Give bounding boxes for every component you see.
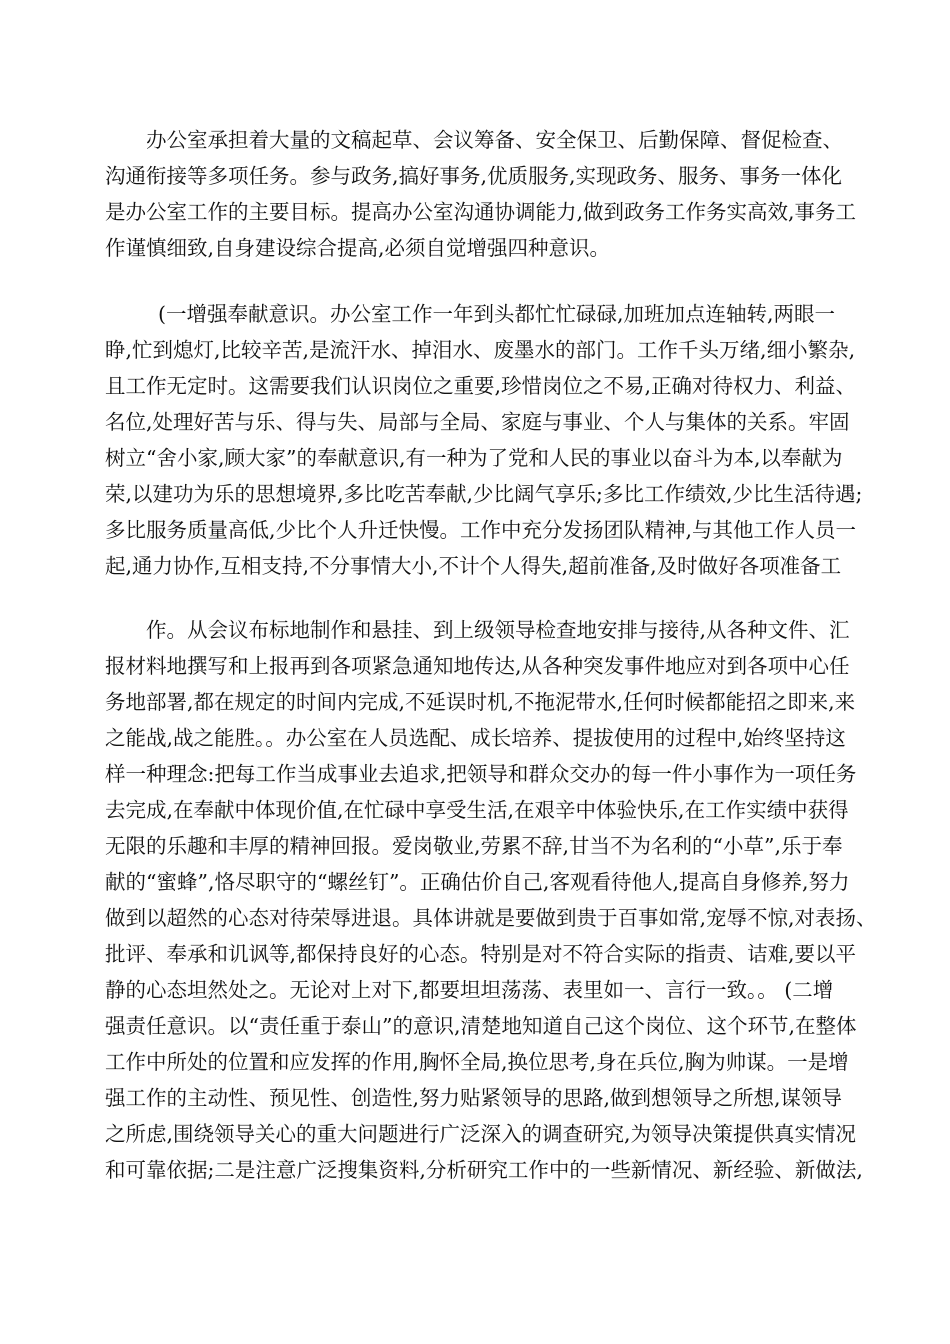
text-line: 无限的乐趣和丰厚的精神回报。爱岗敬业,劳累不辞,甘当不为名利的“小草”,乐于奉 [105, 834, 843, 858]
text-line: 样一种理念:把每工作当成事业去追求,把领导和群众交办的每一件小事作为一项任务 [105, 762, 857, 786]
text-line: 报材料地撰写和上报再到各项紧急通知地传达,从各种突发事件地应对到各项中心任 [105, 654, 850, 678]
text-line: 作谨慎细致,自身建设综合提高,必须自觉增强四种意识。 [105, 236, 611, 260]
text-line: 名位,处理好苦与乐、得与失、局部与全局、家庭与事业、个人与集体的关系。牢固 [105, 410, 850, 434]
text-line: 批评、奉承和讥讽等,都保持良好的心态。特别是对不符合实际的指责、诘难,要以平 [105, 942, 857, 966]
text-line: 之所虑,围绕领导关心的重大问题进行广泛深入的调查研究,为领导决策提供真实情况 [105, 1122, 857, 1146]
text-line: 且工作无定时。这需要我们认识岗位之重要,珍惜岗位之不易,正确对待权力、利益、 [105, 374, 857, 398]
text-line: 强责任意识。以“责任重于泰山”的意识,清楚地知道自己这个岗位、这个环节,在整体 [105, 1014, 857, 1038]
text-line: 睁,忙到熄灯,比较辛苦,是流汗水、掉泪水、废墨水的部门。工作千头万绪,细小繁杂, [105, 338, 856, 362]
text-line: 做到以超然的心态对待荣辱进退。具体讲就是要做到贵于百事如常,宠辱不惊,对表扬、 [105, 906, 877, 930]
text-line: 和可靠依据;二是注意广泛搜集资料,分析研究工作中的一些新情况、新经验、新做法, [105, 1158, 863, 1182]
text-line: 之能战,战之能胜。。办公室在人员选配、成长培养、提拔使用的过程中,始终坚持这 [105, 726, 846, 750]
paragraph-continuation [105, 612, 877, 1188]
text-line: 是办公室工作的主要目标。提高办公室沟通协调能力,做到政务工作务实高效,事务工 [105, 200, 857, 224]
text-line: 静的心态坦然处之。无论对上对下,都要坦坦荡荡、表里如一、言行一致。。 (二增 [105, 978, 834, 1002]
text-line: 办公室承担着大量的文稿起草、会议筹备、安全保卫、后勤保障、督促检查、 [146, 128, 843, 152]
text-line: 树立“舍小家,顾大家”的奉献意识,有一种为了党和人民的事业以奋斗为本,以奉献为 [105, 446, 843, 470]
text-line: 沟通衔接等多项任务。参与政务,搞好事务,优质服务,实现政务、服务、事务一体化 [105, 164, 843, 188]
text-line: 强工作的主动性、预见性、创造性,努力贴紧领导的思路,做到想领导之所想,谋领导 [105, 1086, 843, 1110]
text-line: 荣,以建功为乐的思想境界,多比吃苦奉献,少比阔气享乐;多比工作绩效,少比生活待遇; [105, 482, 863, 506]
text-line: 起,通力协作,互相支持,不分事情大小,不计个人得失,超前准备,及时做好各项准备工 [105, 554, 842, 578]
paragraph-intro [105, 122, 855, 266]
text-line: 作。从会议布标地制作和悬挂、到上级领导检查地安排与接待,从各种文件、汇 [146, 618, 850, 642]
text-line: 多比服务质量高低,少比个人升迁快慢。工作中充分发扬团队精神,与其他工作人员一 [105, 518, 857, 542]
text-line: 去完成,在奉献中体现价值,在忙碌中享受生活,在艰辛中体验快乐,在工作实绩中获得 [105, 798, 849, 822]
text-line: 献的“蜜蜂”,恪尽职守的“螺丝钉”。正确估价自己,客观看待他人,提高自身修养,努力 [105, 870, 850, 894]
text-line: 务地部署,都在规定的时间内完成,不延误时机,不拖泥带水,任何时候都能招之即来,来 [105, 690, 856, 714]
text-line: (一增强奉献意识。办公室工作一年到头都忙忙碌碌,加班加点连轴转,两眼一 [158, 302, 836, 326]
paragraph-dedication [105, 296, 863, 584]
text-line: 工作中所处的位置和应发挥的作用,胸怀全局,换位思考,身在兵位,胸为帅谋。一是增 [105, 1050, 849, 1074]
